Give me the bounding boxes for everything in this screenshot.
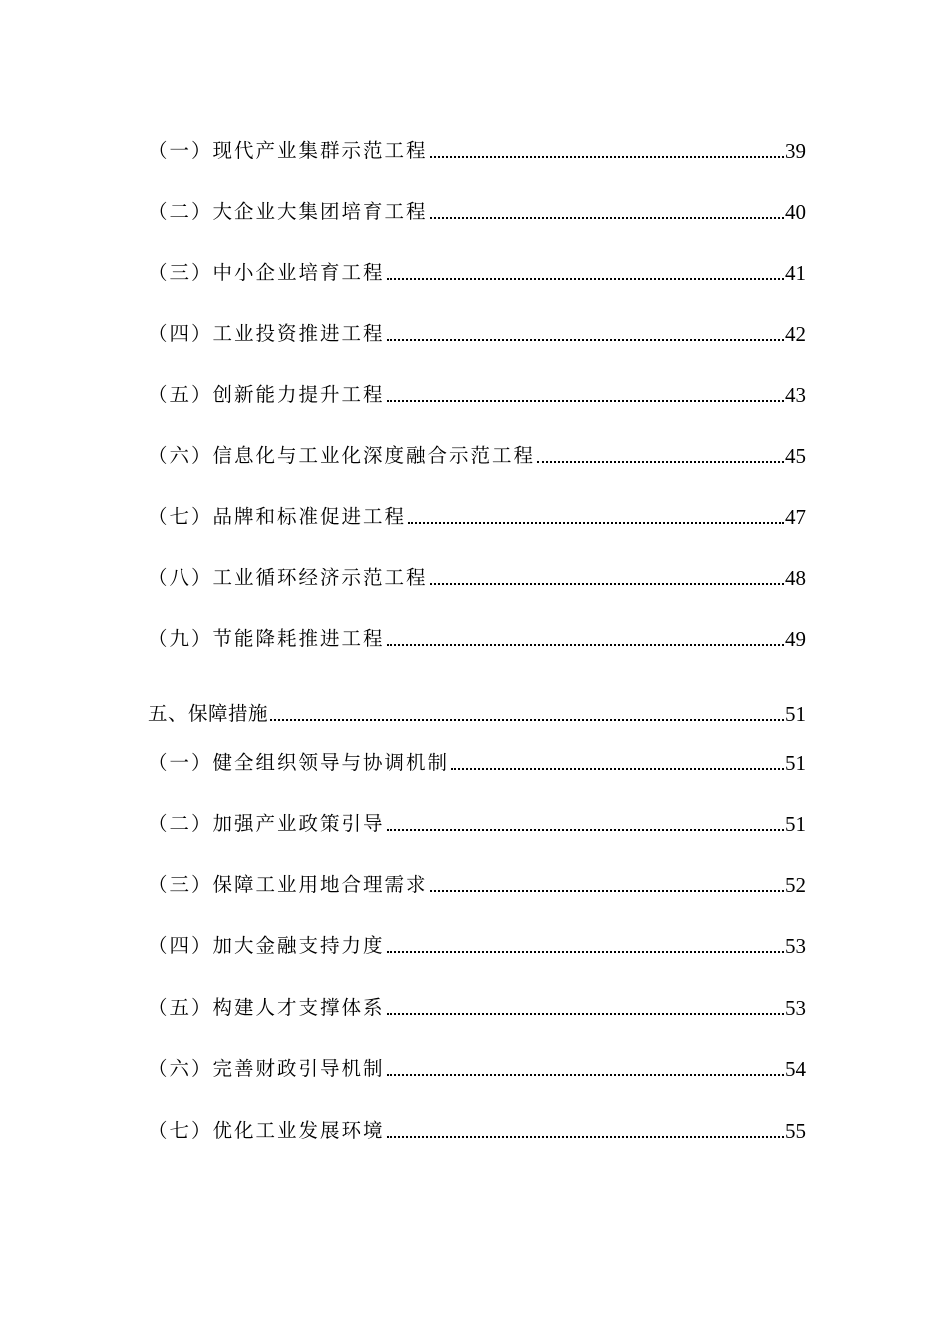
dot-leader bbox=[387, 1013, 784, 1015]
toc-page-number: 53 bbox=[785, 996, 806, 1020]
toc-entry-fiscal-guidance[interactable] bbox=[148, 1052, 806, 1082]
toc-section-safeguard-measures[interactable] bbox=[148, 697, 806, 727]
toc-page-number: 49 bbox=[785, 627, 806, 651]
dot-leader bbox=[430, 890, 784, 892]
toc-entry-energy-saving[interactable] bbox=[148, 622, 806, 652]
dot-leader bbox=[387, 1074, 784, 1076]
dot-leader bbox=[430, 217, 784, 219]
dot-leader bbox=[387, 339, 784, 341]
toc-entry-organization-leadership[interactable] bbox=[148, 746, 806, 776]
toc-page-number: 51 bbox=[785, 812, 806, 836]
toc-page-number: 54 bbox=[785, 1057, 806, 1081]
dot-leader bbox=[270, 719, 784, 721]
toc-page-number: 42 bbox=[785, 322, 806, 346]
toc-page-number: 51 bbox=[785, 751, 806, 775]
toc-entry-label: （六）完善财政引导机制 bbox=[148, 1057, 385, 1080]
dot-leader bbox=[387, 644, 784, 646]
toc-entry-talent-support[interactable] bbox=[148, 991, 806, 1021]
toc-page-number: 55 bbox=[785, 1119, 806, 1143]
dot-leader bbox=[387, 951, 784, 953]
toc-entry-label: （九）节能降耗推进工程 bbox=[148, 627, 385, 650]
toc-entry-label: （六）信息化与工业化深度融合示范工程 bbox=[148, 444, 536, 467]
toc-section-label: 五、保障措施 bbox=[148, 702, 269, 725]
toc-entry-label: （五）创新能力提升工程 bbox=[148, 383, 385, 406]
dot-leader bbox=[387, 278, 784, 280]
toc-entry-industrial-land[interactable] bbox=[148, 868, 806, 898]
toc-page-number: 43 bbox=[785, 383, 806, 407]
toc-entry-industrial-policy[interactable] bbox=[148, 807, 806, 837]
toc-entry-label: （七）品牌和标准促进工程 bbox=[148, 505, 407, 528]
toc-entry-industrial-investment[interactable] bbox=[148, 317, 806, 347]
toc-entry-label: （四）加大金融支持力度 bbox=[148, 934, 385, 957]
toc-entry-large-enterprise[interactable] bbox=[148, 195, 806, 225]
toc-entry-informatization[interactable] bbox=[148, 439, 806, 469]
dot-leader bbox=[387, 829, 784, 831]
toc-page-number: 48 bbox=[785, 566, 806, 590]
toc-entry-innovation[interactable] bbox=[148, 378, 806, 408]
toc-entry-modern-industry-cluster[interactable] bbox=[148, 134, 806, 164]
dot-leader bbox=[451, 768, 784, 770]
toc-page-number: 41 bbox=[785, 261, 806, 285]
toc-entry-brand-standard[interactable] bbox=[148, 500, 806, 530]
dot-leader bbox=[537, 461, 784, 463]
toc-page-number: 40 bbox=[785, 200, 806, 224]
toc-entry-label: （三）中小企业培育工程 bbox=[148, 261, 385, 284]
toc-entry-financial-support[interactable] bbox=[148, 929, 806, 959]
toc-entry-label: （一）现代产业集群示范工程 bbox=[148, 139, 428, 162]
toc-entry-label: （一）健全组织领导与协调机制 bbox=[148, 751, 450, 774]
toc-page-number: 53 bbox=[785, 934, 806, 958]
toc-page-number: 39 bbox=[785, 139, 806, 163]
toc-entry-label: （四）工业投资推进工程 bbox=[148, 322, 385, 345]
toc-entry-label: （二）大企业大集团培育工程 bbox=[148, 200, 428, 223]
dot-leader bbox=[430, 583, 784, 585]
dot-leader bbox=[387, 1136, 784, 1138]
toc-entry-label: （八）工业循环经济示范工程 bbox=[148, 566, 428, 589]
dot-leader bbox=[387, 400, 784, 402]
toc-page-number: 47 bbox=[785, 505, 806, 529]
toc-entry-circular-economy[interactable] bbox=[148, 561, 806, 591]
toc-page-number: 52 bbox=[785, 873, 806, 897]
toc-entry-label: （七）优化工业发展环境 bbox=[148, 1119, 385, 1142]
toc-entry-label: （五）构建人才支撑体系 bbox=[148, 996, 385, 1019]
toc-entry-label: （三）保障工业用地合理需求 bbox=[148, 873, 428, 896]
dot-leader bbox=[430, 156, 784, 158]
toc-entry-label: （二）加强产业政策引导 bbox=[148, 812, 385, 835]
dot-leader bbox=[408, 522, 784, 524]
toc-page-number: 45 bbox=[785, 444, 806, 468]
toc-entry-development-environment[interactable] bbox=[148, 1114, 806, 1144]
toc-entry-sme-cultivation[interactable] bbox=[148, 256, 806, 286]
toc-page-number: 51 bbox=[785, 702, 806, 726]
